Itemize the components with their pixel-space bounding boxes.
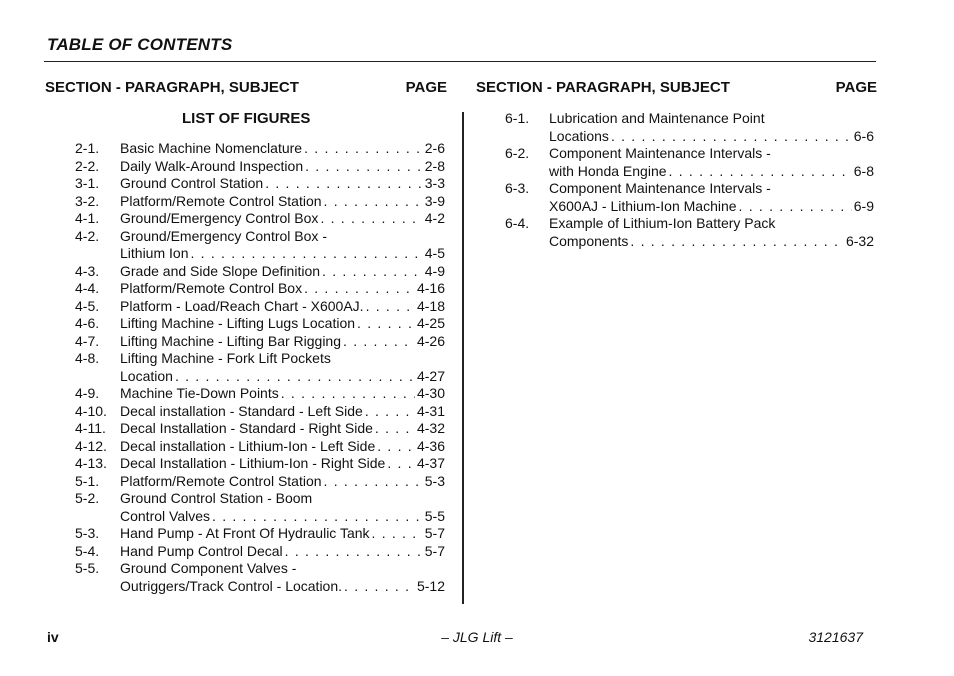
column-divider (462, 112, 464, 604)
left-figure-list (75, 140, 445, 595)
figure-number: 3-2. (75, 192, 100, 209)
figure-entry (75, 193, 445, 211)
dot-leader (357, 315, 415, 333)
figure-entry (75, 210, 445, 228)
figure-title-text: Component Maintenance Intervals - (549, 145, 771, 161)
figure-page-number: 4-16 (416, 280, 445, 296)
figure-page-number: 6-6 (853, 127, 874, 144)
figure-page-number: 4-31 (416, 402, 445, 419)
figure-title-text: Outriggers/Track Control - Location. (120, 577, 343, 594)
figure-number: 4-2. (75, 227, 100, 244)
right-column-header (476, 79, 877, 96)
dot-leader (377, 438, 415, 456)
figure-title-text: Ground Control Station - Boom (120, 490, 313, 506)
footer-brand: – JLG Lift – (441, 629, 513, 645)
figure-page-number: 4-25 (416, 315, 445, 331)
figure-title-line (75, 140, 445, 158)
dot-leader (372, 525, 423, 543)
figure-title-text: Platform/Remote Control Station (120, 192, 322, 209)
figure-number: 5-2. (75, 490, 100, 506)
figure-title-line (75, 385, 445, 403)
figure-entry (75, 350, 445, 385)
figure-number: 4-4. (75, 280, 100, 296)
dot-leader (304, 140, 423, 158)
figure-page-number: 6-32 (845, 232, 874, 249)
figure-entry (505, 145, 874, 180)
figure-page-number: 6-8 (853, 162, 874, 179)
figure-title-line (75, 158, 445, 176)
figure-title-text: Daily Walk-Around Inspection (120, 157, 304, 174)
figure-entry (505, 110, 874, 145)
figure-number: 5-4. (75, 542, 100, 559)
figure-title-text: Decal Installation - Standard - Right Side (120, 420, 373, 436)
figure-entry (75, 315, 445, 333)
figure-page-number: 5-7 (424, 542, 445, 559)
figure-page-number: 4-26 (416, 332, 445, 349)
figure-title-line (75, 560, 445, 578)
dot-leader (281, 385, 415, 403)
figure-title-line (75, 420, 445, 438)
left-column-header (45, 79, 447, 96)
dot-leader (320, 210, 422, 228)
dot-leader (611, 128, 852, 146)
dot-leader (344, 578, 415, 596)
figure-page-number: 4-2 (424, 210, 445, 226)
figure-title-line (505, 233, 874, 251)
figure-page-number: 3-3 (424, 175, 445, 191)
figure-title-text: Ground Control Station (120, 175, 264, 191)
figure-title-line (75, 368, 445, 386)
figure-title-line (75, 210, 445, 228)
figure-number: 2-1. (75, 140, 100, 156)
figure-title-line (75, 350, 445, 368)
dot-leader (630, 233, 844, 251)
figure-title-line (75, 228, 445, 246)
figure-page-number: 6-9 (853, 197, 874, 214)
figure-page-number: 4-36 (416, 437, 445, 454)
figure-title-line (75, 263, 445, 281)
figure-title-line (505, 163, 874, 181)
figure-title-line (75, 175, 445, 193)
page-number: iv (47, 629, 59, 645)
figure-page-number: 4-30 (416, 385, 445, 401)
figure-page-number: 2-6 (424, 140, 445, 156)
page-title: TABLE OF CONTENTS (47, 35, 233, 54)
figure-entry (75, 298, 445, 316)
title-rule (44, 61, 876, 62)
figure-title-line (75, 508, 445, 526)
figure-entry (75, 490, 445, 525)
dot-leader (175, 368, 415, 386)
figure-entry (75, 263, 445, 281)
figure-number: 6-1. (505, 110, 530, 126)
figure-number: 4-5. (75, 297, 100, 314)
figure-entry (505, 180, 874, 215)
figure-title-text: Platform/Remote Control Box (120, 280, 303, 296)
figure-title-line (505, 110, 874, 128)
dot-leader (739, 198, 852, 216)
figure-number: 5-5. (75, 560, 100, 576)
figure-title-line (75, 455, 445, 473)
figure-entry (75, 525, 445, 543)
figure-title-line (75, 473, 445, 491)
figure-number: 4-6. (75, 315, 100, 331)
figure-title-text: Hand Pump - At Front Of Hydraulic Tank (120, 525, 370, 541)
figure-title-line (75, 245, 445, 263)
figure-title-text: with Honda Engine (549, 162, 667, 179)
figure-entry (75, 455, 445, 473)
dot-leader (324, 193, 423, 211)
figure-page-number: 4-9 (424, 262, 445, 279)
figure-entry (75, 333, 445, 351)
figure-entry (75, 140, 445, 158)
figure-entry (75, 158, 445, 176)
dot-leader (322, 263, 423, 281)
figure-number: 6-2. (505, 145, 530, 161)
right-column-subject-label: SECTION - PARAGRAPH, SUBJECT (476, 79, 730, 96)
figure-title-line (75, 578, 445, 596)
figure-title-line (505, 215, 874, 233)
dot-leader (366, 298, 415, 316)
figure-page-number: 2-8 (424, 157, 445, 174)
figure-entry (75, 420, 445, 438)
figure-title-text: Platform - Load/Reach Chart - X600AJ. (120, 297, 364, 314)
figure-title-text: Control Valves (120, 507, 211, 524)
figure-entry (75, 175, 445, 193)
figure-number: 4-13. (75, 455, 107, 471)
figure-title-text: Lifting Machine - Lifting Bar Rigging (120, 332, 342, 349)
figure-title-line (505, 180, 874, 198)
figure-page-number: 5-12 (416, 577, 445, 594)
figure-page-number: 3-9 (424, 192, 445, 209)
figure-entry (75, 403, 445, 421)
dot-leader (365, 403, 415, 421)
figure-entry (75, 385, 445, 403)
figure-number: 2-2. (75, 157, 100, 174)
figure-title-line (75, 333, 445, 351)
figure-number: 3-1. (75, 175, 100, 191)
figure-page-number: 4-37 (416, 455, 445, 471)
figure-title-text: Lifting Machine - Lifting Lugs Location (120, 315, 356, 331)
figure-title-text: Decal installation - Standard - Left Side (120, 402, 363, 419)
dot-leader (212, 508, 423, 526)
figure-title-line (75, 438, 445, 456)
figure-title-line (75, 403, 445, 421)
dot-leader (285, 543, 423, 561)
figure-title-text: Component Maintenance Intervals - (549, 180, 771, 196)
figure-page-number: 5-3 (424, 472, 445, 489)
figure-title-text: Platform/Remote Control Station (120, 472, 322, 489)
figure-page-number: 4-5 (424, 245, 445, 261)
dot-leader (343, 333, 415, 351)
figure-title-text: Decal Installation - Lithium-Ion - Right Side (120, 455, 386, 471)
figure-title-line (75, 315, 445, 333)
figure-number: 4-10. (75, 402, 107, 419)
figure-number: 4-8. (75, 350, 100, 366)
figure-number: 4-1. (75, 210, 100, 226)
figure-title-text: Basic Machine Nomenclature (120, 140, 303, 156)
figure-number: 6-3. (505, 180, 530, 196)
figure-number: 4-3. (75, 262, 100, 279)
figure-number: 4-12. (75, 437, 107, 454)
figure-page-number: 4-27 (416, 367, 445, 384)
figure-page-number: 5-5 (424, 507, 445, 524)
dot-leader (305, 158, 423, 176)
dot-leader (304, 280, 415, 298)
figure-entry (75, 280, 445, 298)
dot-leader (324, 473, 423, 491)
figure-entry (75, 438, 445, 456)
figure-title-text: Location (120, 367, 173, 384)
figure-title-text: Decal installation - Lithium-Ion - Left Side (120, 437, 376, 454)
figure-title-line (505, 145, 874, 163)
figure-title-text: Machine Tie-Down Points (120, 385, 279, 401)
figure-entry (75, 543, 445, 561)
figure-title-text: Lifting Machine - Fork Lift Pockets (120, 350, 331, 366)
figure-title-line (75, 193, 445, 211)
figure-number: 4-7. (75, 332, 100, 349)
figure-entry (505, 215, 874, 250)
right-column-page-label: PAGE (835, 79, 877, 96)
right-figure-list (505, 110, 874, 250)
figure-title-line (75, 298, 445, 316)
figure-title-line (75, 543, 445, 561)
dot-leader (669, 163, 852, 181)
list-of-figures-heading: LIST OF FIGURES (182, 110, 311, 127)
figure-title-line (75, 490, 445, 508)
figure-title-line (75, 280, 445, 298)
figure-entry (75, 473, 445, 491)
figure-number: 5-3. (75, 525, 100, 541)
figure-title-text: Locations (549, 127, 609, 144)
figure-page-number: 5-7 (424, 525, 445, 541)
figure-number: 5-1. (75, 472, 100, 489)
figure-title-text: Ground/Emergency Control Box (120, 210, 319, 226)
figure-entry (75, 560, 445, 595)
figure-title-text: Example of Lithium-Ion Battery Pack (549, 215, 776, 231)
figure-title-text: Lithium Ion (120, 245, 189, 261)
dot-leader (190, 245, 422, 263)
figure-page-number: 4-18 (416, 297, 445, 314)
figure-title-text: X600AJ - Lithium-Ion Machine (549, 197, 737, 214)
figure-title-text: Lubrication and Maintenance Point (549, 110, 765, 126)
dot-leader (265, 175, 423, 193)
left-column-page-label: PAGE (405, 79, 447, 96)
figure-number: 4-11. (75, 420, 106, 436)
dot-leader (375, 420, 415, 438)
left-column-subject-label: SECTION - PARAGRAPH, SUBJECT (45, 79, 299, 96)
figure-title-line (75, 525, 445, 543)
figure-title-text: Hand Pump Control Decal (120, 542, 283, 559)
document-number: 3121637 (808, 629, 863, 645)
figure-number: 4-9. (75, 385, 100, 401)
figure-number: 6-4. (505, 215, 530, 231)
figure-page-number: 4-32 (416, 420, 445, 436)
figure-title-text: Grade and Side Slope Definition (120, 262, 321, 279)
figure-title-text: Components (549, 232, 629, 249)
figure-title-text: Ground Component Valves - (120, 560, 297, 576)
dot-leader (387, 455, 415, 473)
figure-title-line (505, 198, 874, 216)
figure-entry (75, 228, 445, 263)
figure-title-text: Ground/Emergency Control Box - (120, 227, 327, 244)
figure-title-line (505, 128, 874, 146)
